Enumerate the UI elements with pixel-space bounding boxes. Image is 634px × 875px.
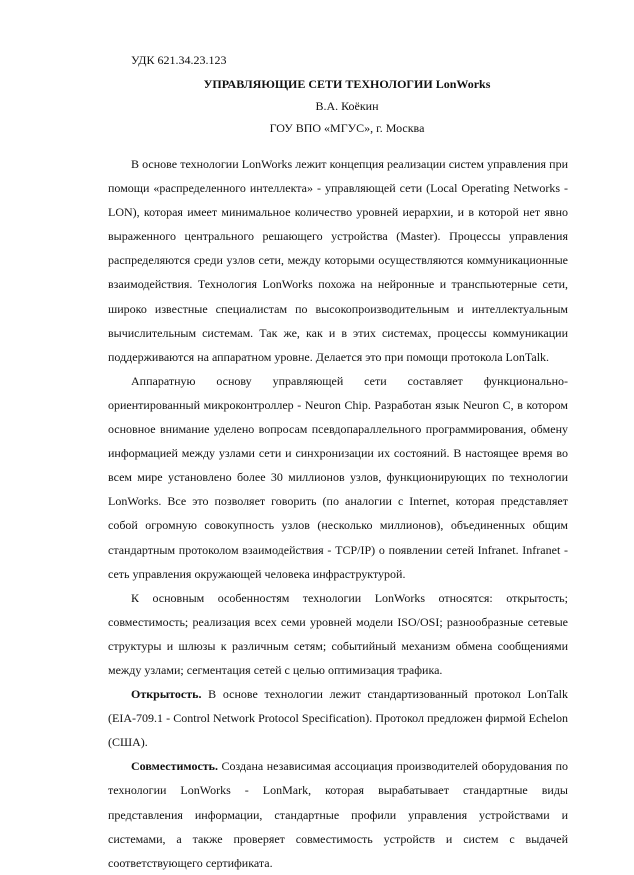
compatibility-label: Совместимость. bbox=[131, 759, 219, 774]
article-body bbox=[108, 152, 568, 875]
paragraph-hardware: Аппаратную основу управляющей сети составляет функционально-ориентированный микроконтроллер - Neuron Chip. Разработан язык Neuron C, в котором основное внимание уделено вопросам псевдопараллельного программирования, обмену информацией между узлами сети и синхронизации их состояний. В настоящее время во всем мире установлено более 30 миллионов узлов, функционирующих по технологии LonWorks. Все это позволяет говорить (по аналогии с Internet, которая представляет собой огромную совокупность узлов (несколько миллионов), объединенных общим стандартным протоколом взаимодействия - TCP/IP) о появлении сетей Infranet. Infranet - сеть управления окружающей человека инфраструктурой. bbox=[108, 373, 568, 581]
organization: ГОУ ВПО «МГУС», г. Москва bbox=[269, 121, 425, 135]
article-title: УПРАВЛЯЮЩИЕ СЕТИ ТЕХНОЛОГИИ LonWorks bbox=[203, 77, 491, 91]
openness-text: В основе технологии лежит стандартизованный протокол LonTalk (EIA-709.1 - Control Network Protocol Specification). Протокол предложен фирмой Echelon (США). bbox=[108, 687, 568, 750]
author-name: В.А. Коёкин bbox=[315, 99, 379, 113]
paragraph-features: К основным особенностям технологии LonWorks относятся: открытость; совместимость; реализация всех семи уровней модели ISO/OSI; разнообразные сетевые структуры и шлюзы к различным сетям; событийный механизм обмена сообщениями между узлами; сегментация сетей с целью оптимизация трафика. bbox=[108, 590, 568, 677]
paragraph-openness bbox=[108, 682, 568, 754]
openness-label: Открытость. bbox=[131, 687, 202, 702]
paragraph-compatibility bbox=[108, 754, 568, 874]
compatibility-text: Создана независимая ассоциация производителей оборудования по технологии LonWorks - LonMark, которая вырабатывает стандартные виды представления информации, стандартные профили управления устройствами и системами, а также проверяет совместимость устройств и систем с выдачей соответствующего сертификата. bbox=[108, 759, 568, 870]
udk-code: УДК 621.34.23.123 bbox=[131, 53, 227, 67]
paragraph-intro: В основе технологии LonWorks лежит концепция реализации систем управления при помощи «распределенного интеллекта» - управляющей сети (Local Operating Networks - LON), которая имеет минимальное количество уровней иерархии, и в которой нет явно выраженного центрального решающего устройства (Master). Процессы управления распределяются среди узлов сети, между которыми осуществляются коммуникационные взаимодействия. Технология LonWorks похожа на нейронные и транспьютерные сети, широко известные специалистам по высокопроизводительным и интеллектуальным вычислительным системам. Так же, как и в этих системах, процессы коммуникации поддерживаются на аппаратном уровне. Делается это при помощи протокола LonTalk. bbox=[108, 157, 568, 364]
